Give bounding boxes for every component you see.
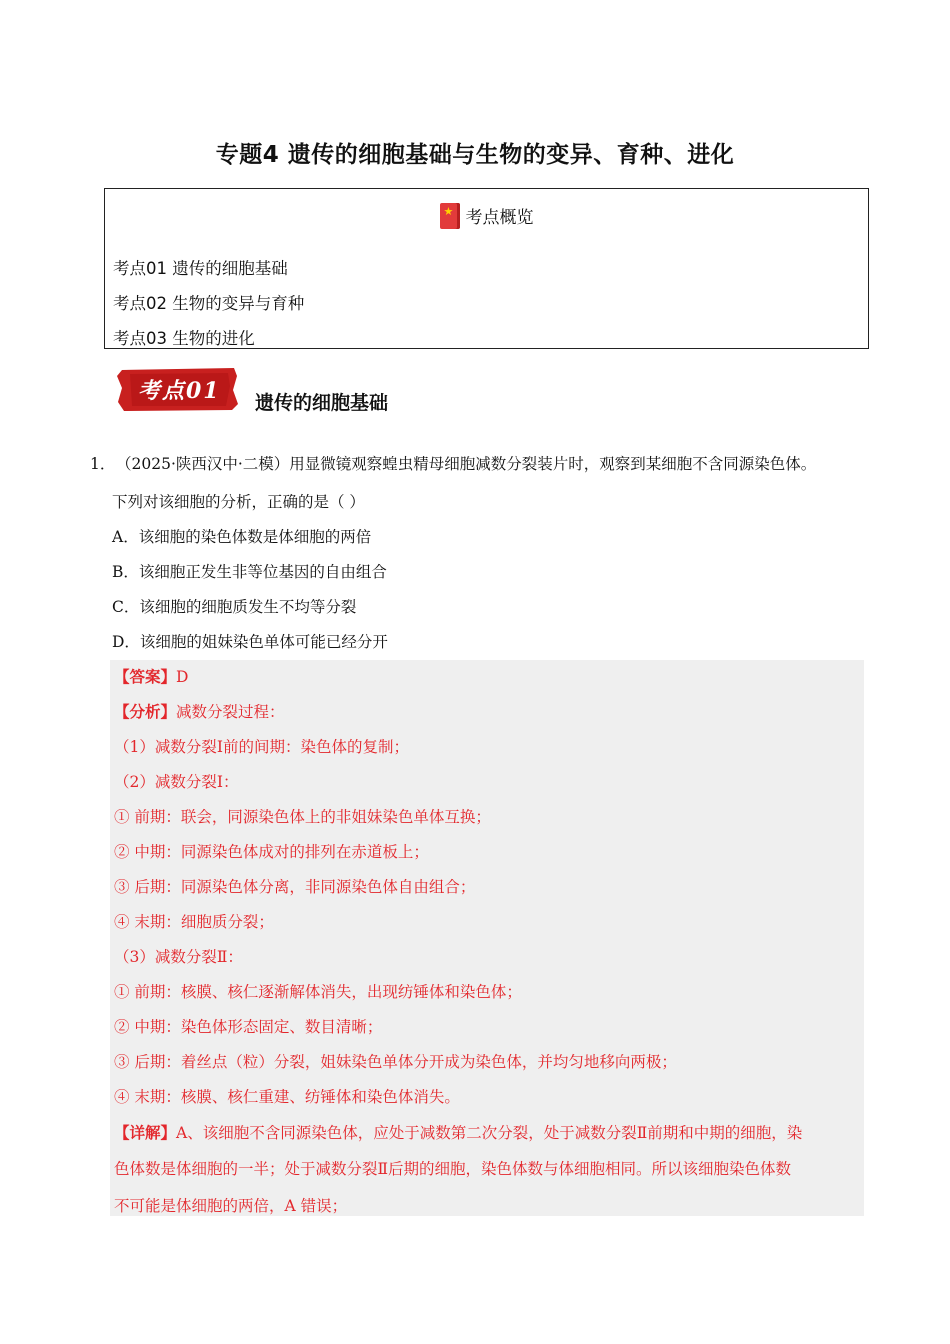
section-badge: 考点01 <box>138 378 221 404</box>
analysis-item: ③ 后期：着丝点（粒）分裂，姐妹染色单体分开成为染色体，并均匀地移向两极； <box>114 1053 677 1071</box>
book-icon <box>440 203 460 229</box>
analysis-item: ③ 后期：同源染色体分离，非同源染色体自由组合； <box>114 878 476 896</box>
analysis-item: （3）减数分裂Ⅱ： <box>114 948 243 966</box>
answer-line <box>114 665 188 687</box>
answer-value: D <box>176 668 189 686</box>
analysis-item: ① 前期：联会，同源染色体上的非姐妹染色单体互换； <box>114 808 491 826</box>
overview-item-2: 考点02 生物的变异与育种 <box>113 294 305 313</box>
question-number: 1． <box>90 455 116 473</box>
detail-line <box>114 1121 802 1143</box>
overview-item-3: 考点03 生物的进化 <box>113 329 255 348</box>
detail-line: 不可能是体细胞的两倍，A 错误； <box>114 1197 348 1215</box>
question-stem-line: （2025·陕西汉中·二模）用显微镜观察蝗虫精母细胞减数分裂装片时，观察到某细胞不含同源染色体。 <box>116 455 817 473</box>
detail-tag: 【详解】 <box>114 1123 177 1142</box>
overview-box <box>104 188 869 349</box>
analysis-item: ① 前期：核膜、核仁逐渐解体消失，出现纺锤体和染色体； <box>114 983 522 1001</box>
analysis-item: ② 中期：染色体形态固定、数目清晰； <box>114 1018 383 1036</box>
answer-tag: 【答案】 <box>114 667 177 686</box>
detail-line: 色体数是体细胞的一半；处于减数分裂Ⅱ后期的细胞，染色体数与体细胞相同。所以该细胞染色体数 <box>114 1160 792 1178</box>
option-d: D．该细胞的姐妹染色单体可能已经分开 <box>112 633 388 651</box>
overview-heading-text: 考点概览 <box>465 208 534 228</box>
analysis-line <box>114 700 285 722</box>
detail-text: A、该细胞不含同源染色体，应处于减数第二次分裂，处于减数分裂Ⅱ前期和中期的细胞，染 <box>176 1124 803 1142</box>
analysis-tag: 【分析】 <box>114 702 177 721</box>
analysis-item: （1）减数分裂Ⅰ前的间期：染色体的复制； <box>114 738 409 756</box>
question-stem-line: 下列对该细胞的分析，正确的是（ ） <box>112 493 365 511</box>
analysis-intro: 减数分裂过程： <box>176 703 285 721</box>
analysis-item: ④ 末期：细胞质分裂； <box>114 913 274 931</box>
option-a: A．该细胞的染色体数是体细胞的两倍 <box>112 528 372 546</box>
option-c: C．该细胞的细胞质发生不均等分裂 <box>112 598 357 616</box>
analysis-item: ② 中期：同源染色体成对的排列在赤道板上； <box>114 843 429 861</box>
overview-item-1: 考点01 遗传的细胞基础 <box>113 259 288 278</box>
section-title: 遗传的细胞基础 <box>255 392 389 414</box>
option-b: B．该细胞正发生非等位基因的自由组合 <box>112 563 387 581</box>
overview-heading <box>105 203 868 231</box>
analysis-item: （2）减数分裂Ⅰ： <box>114 773 239 791</box>
analysis-item: ④ 末期：核膜、核仁重建、纺锤体和染色体消失。 <box>114 1088 460 1106</box>
page-title: 专题4 遗传的细胞基础与生物的变异、育种、进化 <box>215 142 735 168</box>
